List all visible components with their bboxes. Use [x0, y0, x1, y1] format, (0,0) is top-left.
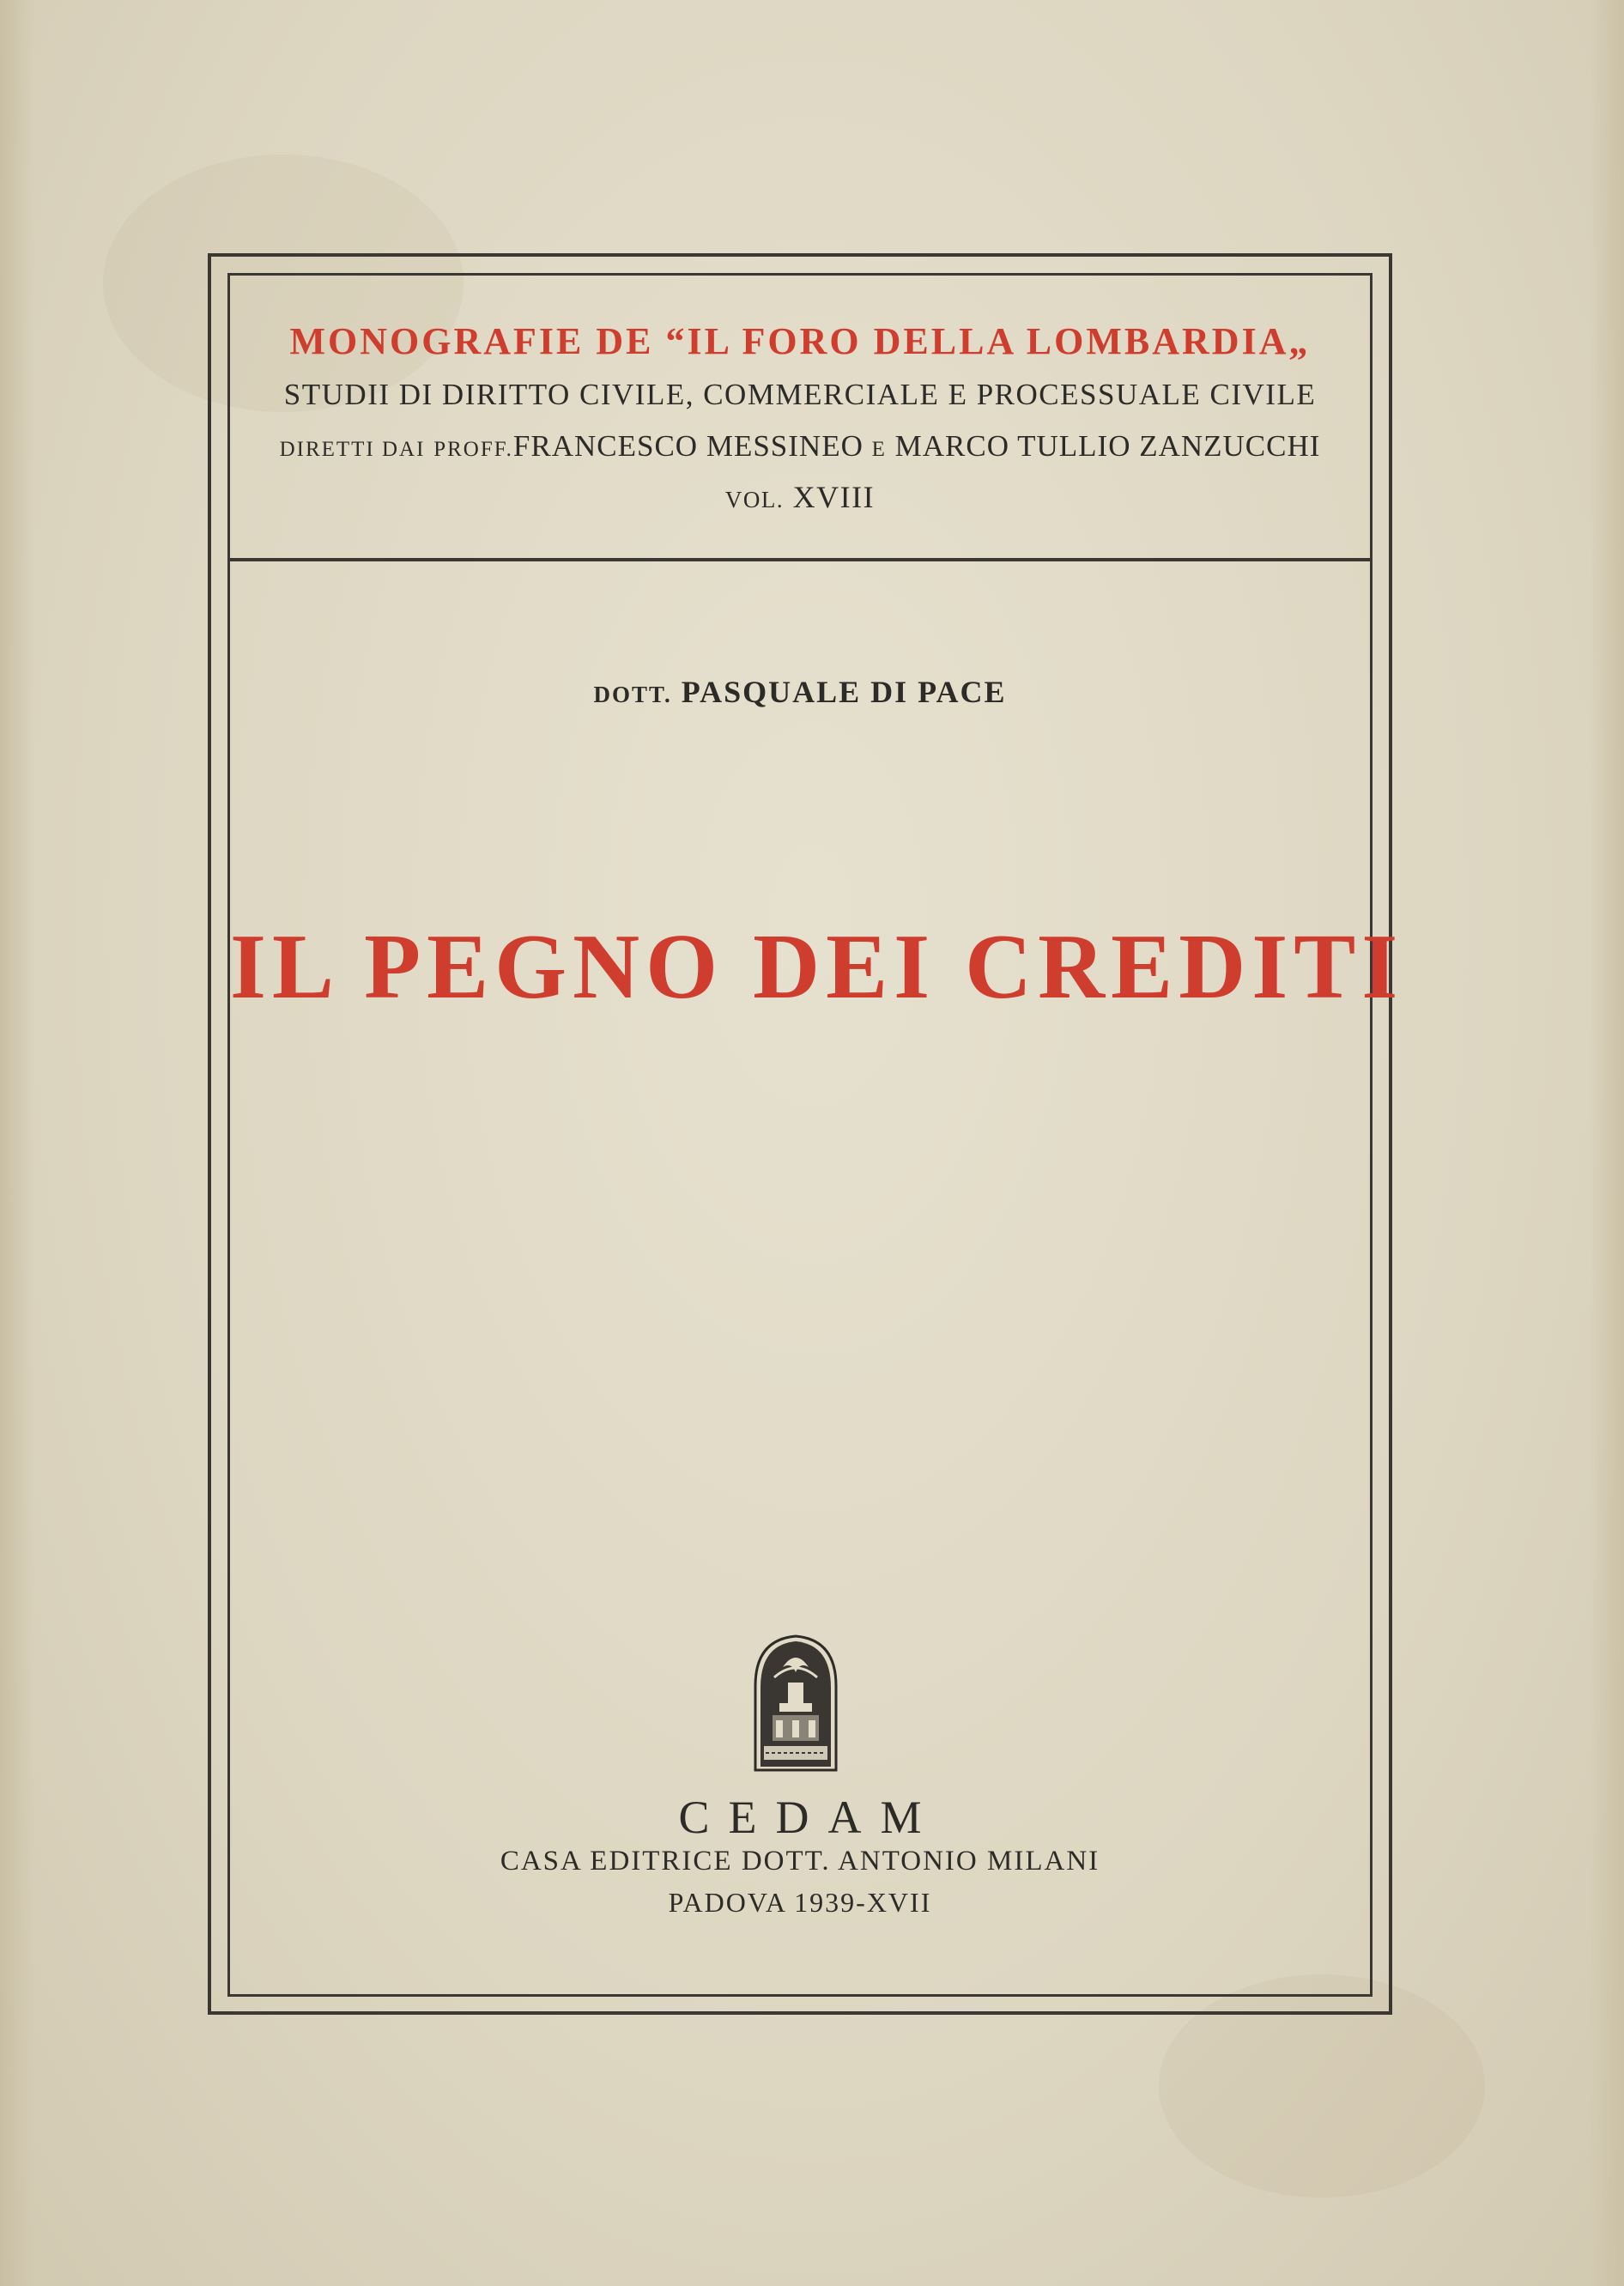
- publisher-house: CASA EDITRICE DOTT. ANTONIO MILANI: [500, 1846, 1100, 1877]
- editor-first: FRANCESCO MESSINEO: [512, 429, 864, 463]
- author-line: [230, 674, 1370, 710]
- series-subtitle: STUDII DI DIRITTO CIVILE, COMMERCIALE E PROCESSUALE CIVILE: [283, 378, 1317, 411]
- volume-prefix: VOL.: [724, 487, 785, 512]
- volume-label: [230, 479, 1370, 515]
- series-editors: [230, 429, 1370, 464]
- cedam-emblem-icon: [748, 1633, 843, 1772]
- editor-second: MARCO TULLIO ZANZUCCHI: [894, 429, 1321, 463]
- author-prefix: DOTT.: [593, 682, 672, 707]
- header-divider-rule: [230, 558, 1370, 561]
- series-title: MONOGRAFIE DE “IL FORO DELLA LOMBARDIA„: [289, 320, 1311, 362]
- editors-and: E: [871, 438, 887, 461]
- editors-prefix: DIRETTI DAI: [279, 438, 426, 461]
- book-title: IL PEGNO DEI CREDITI: [230, 916, 1404, 1018]
- publisher-name: CEDAM: [678, 1792, 941, 1843]
- volume-number: XVIII: [792, 480, 876, 514]
- author-name: PASQUALE DI PACE: [681, 675, 1007, 709]
- editors-profs: PROFF.: [433, 438, 513, 461]
- place-and-year: PADOVA 1939-XVII: [668, 1887, 932, 1918]
